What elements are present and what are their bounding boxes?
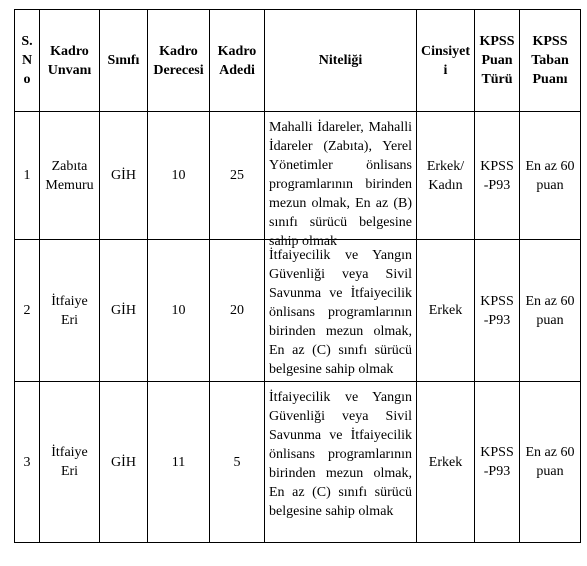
- header-sinifi: Sınıfı: [100, 10, 148, 112]
- header-cinsiyeti: Cinsiyeti: [417, 10, 475, 112]
- cell-kadro-adedi: 5: [210, 382, 265, 543]
- table-row: [15, 240, 581, 382]
- niteligi-text: Mahalli İdareler, Mahalli İdareler (Zabıta), Yerel Yönetimler önlisans programlarının birinden mezun olmak, En az (B) sınıfı sürücü belgesine sahip olmak: [269, 120, 412, 249]
- header-kadro-derecesi: Kadro Derecesi: [148, 10, 210, 112]
- cell-cinsiyeti: Erkek/ Kadın: [417, 112, 475, 240]
- cell-kadro-adedi: 20: [210, 240, 265, 382]
- cell-kadro-derecesi: 10: [148, 240, 210, 382]
- header-kpss-puan-turu: KPSS Puan Türü: [475, 10, 520, 112]
- table-row: [15, 382, 581, 543]
- cell-kpss-puan-turu: KPSS -P93: [475, 382, 520, 543]
- cell-sno: 1: [15, 112, 40, 240]
- document-page: [14, 9, 580, 566]
- cell-cinsiyeti: Erkek: [417, 382, 475, 543]
- cell-cinsiyeti: Erkek: [417, 240, 475, 382]
- cell-kpss-puan-turu: KPSS -P93: [475, 112, 520, 240]
- cell-kpss-taban-puani: En az 60 puan: [520, 382, 581, 543]
- cell-niteligi: [265, 112, 417, 249]
- header-kadro-unvani: Kadro Unvanı: [40, 10, 100, 112]
- header-kadro-adedi: Kadro Adedi: [210, 10, 265, 112]
- cell-sno: 3: [15, 382, 40, 543]
- niteligi-text: İtfaiyecilik ve Yangın Güvenliği veya Sivil Savunma ve İtfaiyecilik önlisans programlarının birinden mezun olmak, En az (C) sınıfı sürücü belgesine sahip olmak: [269, 390, 412, 519]
- header-kpss-taban-puani: KPSS Taban Puanı: [520, 10, 581, 112]
- cell-kadro-unvani: İtfaiye Eri: [40, 240, 100, 382]
- cell-kadro-unvani: Zabıta Memuru: [40, 112, 100, 240]
- cell-sinifi: GİH: [100, 382, 148, 543]
- cell-sinifi: GİH: [100, 112, 148, 240]
- kadro-table: [14, 9, 581, 543]
- header-niteligi: Niteliği: [265, 10, 417, 112]
- table-header-row: [15, 10, 581, 112]
- cell-kadro-derecesi: 10: [148, 112, 210, 240]
- cell-niteligi: [265, 382, 417, 543]
- cell-kpss-puan-turu: KPSS -P93: [475, 240, 520, 382]
- cell-kadro-derecesi: 11: [148, 382, 210, 543]
- cell-niteligi: [265, 240, 417, 382]
- cell-kadro-unvani: İtfaiye Eri: [40, 382, 100, 543]
- cell-kpss-taban-puani: En az 60 puan: [520, 112, 581, 240]
- niteligi-text: İtfaiyecilik ve Yangın Güvenliği veya Sivil Savunma ve İtfaiyecilik önlisans programlarının birinden mezun olmak, En az (C) sınıfı sürücü belgesine sahip olmak: [269, 248, 412, 377]
- table-row: [15, 112, 581, 240]
- cell-sno: 2: [15, 240, 40, 382]
- cell-sinifi: GİH: [100, 240, 148, 382]
- cell-kadro-adedi: 25: [210, 112, 265, 240]
- cell-kpss-taban-puani: En az 60 puan: [520, 240, 581, 382]
- header-sno: S. N o: [15, 10, 40, 112]
